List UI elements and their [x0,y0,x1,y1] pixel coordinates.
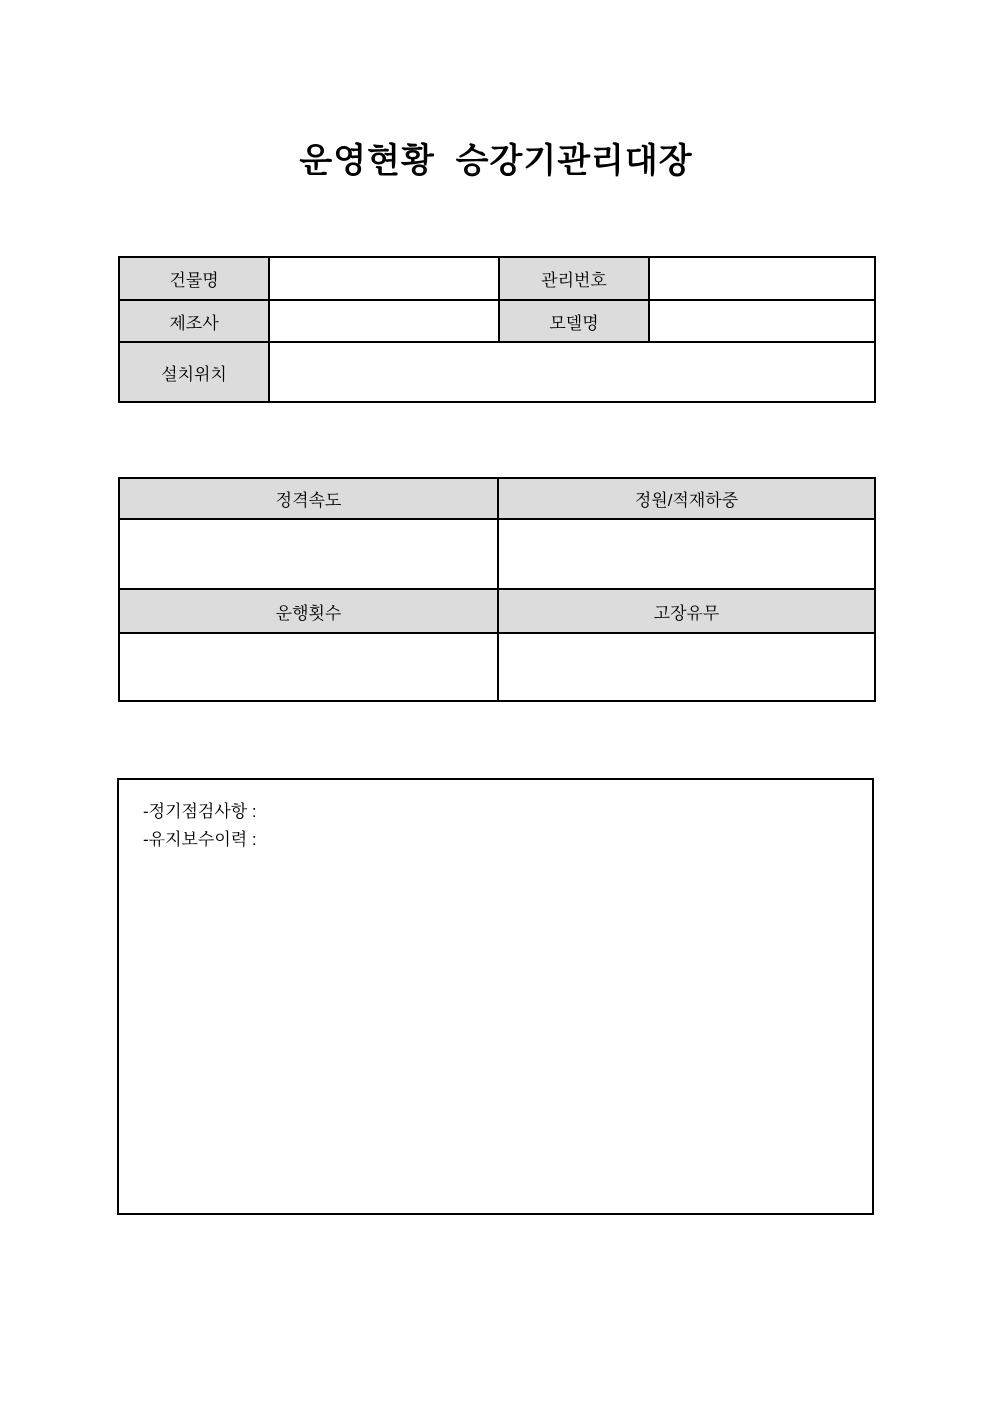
maintenance-history-label: -유지보수이력 : [143,830,257,849]
table-row [119,478,875,519]
building-name-label: 건물명 [119,257,269,300]
capacity-load-label: 정원/적재하중 [498,478,875,519]
rated-speed-field[interactable] [119,519,498,589]
building-name-field[interactable] [269,257,499,300]
run-count-field[interactable] [119,633,498,701]
manufacturer-label: 제조사 [119,300,269,342]
management-number-label: 관리번호 [499,257,649,300]
page-title: 운영현황 승강기관리대장 [299,142,693,180]
table-row [119,342,875,402]
manufacturer-field[interactable] [269,300,499,342]
failure-status-label: 고장유무 [498,589,875,633]
install-location-label: 설치위치 [119,342,269,402]
elevator-info-table [118,256,876,403]
table-row [119,633,875,701]
rated-speed-label: 정격속도 [119,478,498,519]
run-count-label: 운행횟수 [119,589,498,633]
management-number-field[interactable] [649,257,875,300]
failure-status-field[interactable] [498,633,875,701]
model-name-field[interactable] [649,300,875,342]
table-row [119,519,875,589]
install-location-field[interactable] [269,342,875,402]
operation-spec-table [118,477,876,702]
table-row [119,300,875,342]
capacity-load-field[interactable] [498,519,875,589]
table-row [119,589,875,633]
inspection-notes-box[interactable] [117,778,874,1215]
table-row [119,257,875,300]
periodic-inspection-label: -정기점검사항 : [143,802,257,821]
model-name-label: 모델명 [499,300,649,342]
